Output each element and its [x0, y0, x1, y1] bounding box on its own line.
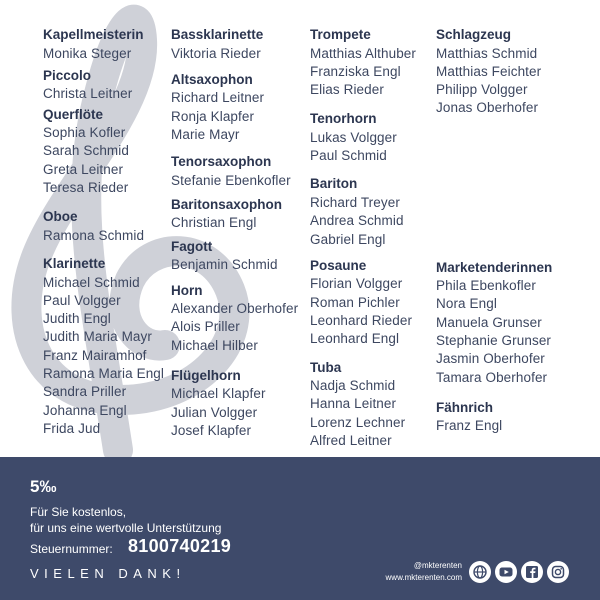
musician-name: Manuela Grunser [436, 314, 542, 330]
globe-icon[interactable] [469, 561, 491, 583]
musician-name: Christian Engl [171, 215, 257, 231]
musician-name: Nadja Schmid [310, 378, 396, 394]
musician-name: Tamara Oberhofer [436, 369, 548, 385]
musician-name: Michael Schmid [43, 274, 140, 290]
section-heading: Querflöte [43, 106, 104, 122]
free-for-you-text: Für Sie kostenlos, [30, 505, 127, 519]
section-trompete [310, 26, 416, 99]
musician-name: Marie Mayr [171, 126, 240, 142]
musician-name: Matthias Feichter [436, 63, 542, 79]
instagram-icon[interactable] [547, 561, 569, 583]
section-heading: Bassklarinette [171, 27, 264, 42]
musician-name: Michael Hilber [171, 337, 258, 353]
musician-name: Ronja Klapfer [171, 108, 255, 124]
section-heading: Oboe [43, 209, 78, 225]
section-kapellmeisterin [43, 26, 164, 63]
section-baritonsaxophon [171, 196, 298, 233]
thank-you-text: VIELEN DANK! [30, 566, 186, 581]
musician-name: Richard Leitner [171, 90, 265, 106]
musician-name: Alois Priller [171, 319, 240, 335]
musician-name: Michael Klapfer [171, 386, 266, 402]
musician-name: Franz Mairamhof [43, 347, 147, 363]
musician-name: Monika Steger [43, 45, 132, 61]
social-handle: @mkterenten [413, 561, 462, 570]
donation-percent: 5‰ [30, 477, 57, 496]
musician-name: Ramona Maria Engl [43, 366, 165, 382]
section-oboe [43, 208, 164, 245]
musician-name: Philipp Volgger [436, 82, 528, 98]
musician-name: Sarah Schmid [43, 143, 129, 159]
section-fagott [171, 238, 298, 275]
section-altsaxophon [171, 71, 298, 144]
donation-footer [0, 457, 600, 600]
section-heading: Baritonsaxophon [171, 196, 283, 212]
musician-name: Benjamin Schmid [171, 257, 278, 273]
section-heading: Posaune [310, 257, 367, 273]
valuable-support-text: für uns eine wertvolle Unterstützung [30, 521, 222, 535]
section-querflöte [43, 106, 164, 198]
website-url: www.mkterenten.com [385, 573, 462, 582]
musician-name: Andrea Schmid [310, 213, 404, 229]
musician-name: Matthias Althuber [310, 45, 417, 61]
section-heading: Bariton [310, 176, 358, 192]
musician-name: Franziska Engl [310, 63, 401, 79]
musician-name: Judith Engl [43, 311, 111, 327]
column-1 [43, 26, 164, 438]
musician-name: Lukas Volgger [310, 129, 397, 145]
musician-name: Frida Jud [43, 420, 101, 436]
musician-name: Christa Leitner [43, 86, 133, 102]
musician-name: Richard Treyer [310, 194, 400, 210]
section-tenorhorn [310, 110, 416, 165]
musician-name: Florian Volgger [310, 276, 403, 292]
musician-name: Stephanie Grunser [436, 333, 552, 349]
musician-name: Julian Volgger [171, 404, 258, 420]
musician-name: Sandra Priller [43, 384, 127, 400]
section-heading: Flügelhorn [171, 367, 241, 383]
musician-name: Hanna Leitner [310, 396, 397, 412]
section-horn [171, 282, 298, 355]
musician-name: Jasmin Oberhofer [436, 351, 545, 367]
section-tuba [310, 359, 416, 451]
musician-name: Sophia Kofler [43, 125, 126, 141]
musician-name: Paul Volgger [43, 292, 121, 308]
section-heading: Klarinette [43, 256, 106, 272]
musician-name: Josef Klapfer [171, 423, 252, 439]
musician-name: Roman Pichler [310, 294, 400, 310]
musician-name: Johanna Engl [43, 402, 127, 418]
musician-name: Franz Engl [436, 418, 503, 434]
section-heading: Piccolo [43, 67, 92, 83]
youtube-icon[interactable] [495, 561, 517, 583]
tax-number: 8100740219 [128, 536, 232, 556]
section-heading: Tenorsaxophon [171, 154, 272, 170]
section-heading: Kapellmeisterin [43, 27, 144, 42]
tax-number-label: Steuernummer: [30, 542, 113, 556]
musician-name: Jonas Oberhofer [436, 100, 539, 116]
section-heading: Tenorhorn [310, 111, 377, 127]
musician-name: Leonhard Engl [310, 331, 400, 347]
section-heading: Altsaxophon [171, 71, 253, 87]
section-schlagzeug [436, 26, 552, 118]
musician-name: Viktoria Rieder [171, 45, 261, 61]
musician-name: Matthias Schmid [436, 45, 538, 61]
musician-name: Stefanie Ebenkofler [171, 172, 291, 188]
section-klarinette [43, 255, 164, 438]
section-piccolo [43, 67, 164, 104]
musician-name: Gabriel Engl [310, 231, 386, 247]
musician-name: Phila Ebenkofler [436, 278, 536, 294]
column-3 [310, 26, 416, 450]
column-2 [171, 26, 298, 440]
musician-name: Alexander Oberhofer [171, 301, 299, 317]
section-bariton [310, 175, 416, 248]
facebook-icon[interactable] [521, 561, 543, 583]
column-4 [436, 26, 552, 436]
section-heading: Fagott [171, 238, 213, 254]
section-heading: Marketenderinnen [436, 259, 553, 275]
musician-name: Paul Schmid [310, 148, 387, 164]
section-marketenderinnen [436, 259, 552, 387]
musician-name: Lorenz Lechner [310, 414, 406, 430]
musician-name: Leonhard Rieder [310, 312, 413, 328]
section-heading: Fähnrich [436, 399, 494, 415]
section-fähnrich [436, 399, 552, 436]
musician-name: Teresa Rieder [43, 179, 129, 195]
musician-name: Alfred Leitner [310, 432, 392, 448]
section-flügelhorn [171, 367, 298, 440]
section-heading: Tuba [310, 359, 342, 375]
section-heading: Schlagzeug [436, 27, 512, 42]
section-bassklarinette [171, 26, 298, 63]
section-posaune [310, 257, 416, 349]
musician-name: Judith Maria Mayr [43, 329, 152, 345]
section-heading: Trompete [310, 27, 371, 42]
musician-name: Ramona Schmid [43, 227, 145, 243]
musician-name: Elias Rieder [310, 82, 384, 98]
musician-name: Greta Leitner [43, 161, 124, 177]
musician-name: Nora Engl [436, 296, 497, 312]
section-heading: Horn [171, 282, 203, 298]
section-tenorsaxophon [171, 153, 298, 190]
